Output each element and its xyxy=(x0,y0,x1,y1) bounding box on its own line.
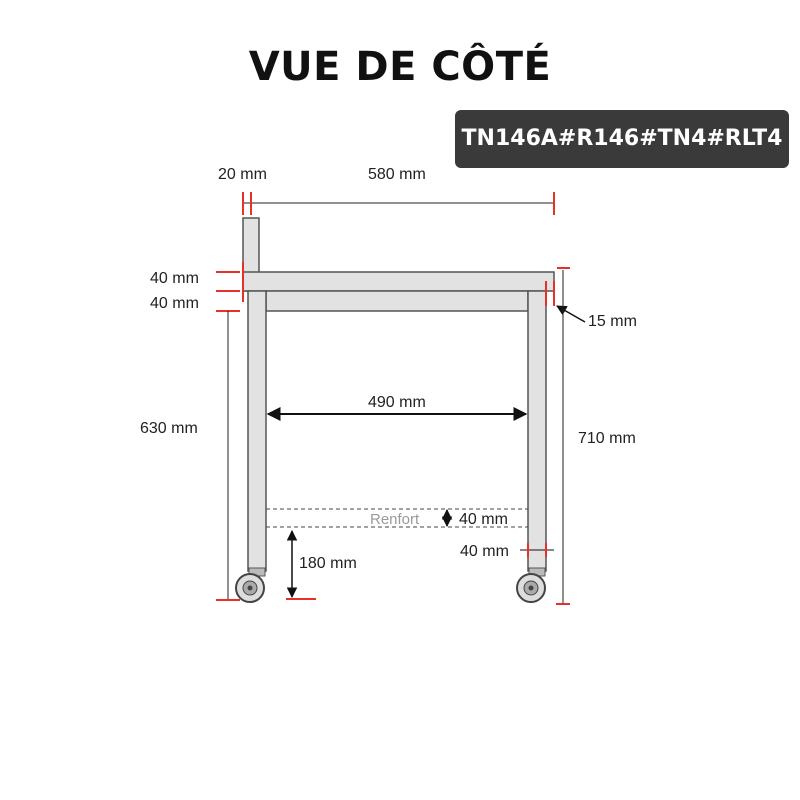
top-frame-rail xyxy=(266,291,528,311)
dim-leg-width: 40 mm xyxy=(460,543,509,560)
brace-label: Renfort xyxy=(370,511,420,528)
right-leg xyxy=(528,291,546,571)
dim-overhang: 15 mm xyxy=(588,313,637,330)
dim-brace-floor-height: 180 mm xyxy=(299,555,357,572)
tabletop xyxy=(243,272,554,291)
dim-top-depth: 580 mm xyxy=(368,166,426,183)
left-leg xyxy=(248,291,266,571)
dim-leg-height: 630 mm xyxy=(140,420,198,437)
dim-brace-height: 40 mm xyxy=(459,511,508,528)
reference-badge: TN146A#R146#TN4#RLT4 xyxy=(455,110,789,168)
top-dimension-line xyxy=(243,192,554,215)
dim-backsplash-thickness: 20 mm xyxy=(218,166,267,183)
dim-inner-width: 490 mm xyxy=(368,394,426,411)
dim-top-thickness: 40 mm xyxy=(150,270,199,287)
total-height-line xyxy=(556,270,570,604)
leg-height-line xyxy=(216,311,240,600)
left-thickness-ticks xyxy=(216,262,243,311)
left-caster xyxy=(236,568,265,602)
page-title: VUE DE CÔTÉ xyxy=(248,44,552,90)
right-caster xyxy=(517,568,545,602)
dim-frame-height: 40 mm xyxy=(150,295,199,312)
dim-total-height: 710 mm xyxy=(578,430,636,447)
